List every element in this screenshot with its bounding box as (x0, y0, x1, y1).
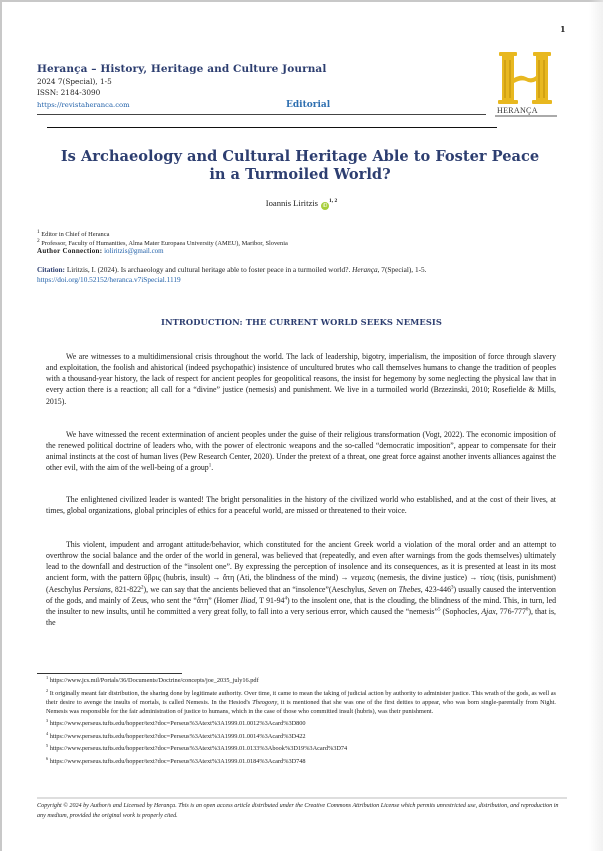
journal-title: Herança – History, Heritage and Culture Journal (37, 63, 327, 75)
citation-journal: Herança, (352, 265, 380, 274)
footnote-2 (46, 689, 556, 716)
footnote-divider (37, 673, 182, 674)
footnote-ref-4[interactable]: 4 (284, 596, 287, 602)
paragraph-4-text-f: , 423-446 (420, 584, 451, 594)
paragraph-4-text-n: ), that is, the (46, 607, 556, 628)
footnote-6 (46, 757, 556, 766)
paragraph-4-text-a: This violent, impudent and arrogant attitude/behavior, which constituted for the ancient Greek world a violation of the moral order and an attempt to overthrow the social balance and the order of the world in general, was believed that (repeatedly, and even after warnings from the gods themselves) ultimately lead to the downfall and destruction of the “insolent one”. By expressing the perception of insolence and its consequences, as it is presented at least in its most ancient form, with the pattern ὕβρις (hubris, insult) → ἄτη (Ati, the blindness of the mind) → νεμεσις (nemesis, the divine justice) → τίσις (tisis, punishment) (Aeschylus (46, 539, 556, 594)
page-edge-top (0, 0, 603, 2)
footnote-ref-6[interactable]: 6 (525, 607, 529, 613)
footnote-4 (46, 732, 556, 741)
footnote-5-number: 5 (46, 742, 49, 748)
author-line (0, 198, 603, 210)
journal-url-link[interactable]: https://revistaheranca.com (37, 101, 130, 109)
work-title-persians: Persians (83, 584, 111, 594)
citation-volume: 7(Special), (381, 265, 414, 274)
footnote-3-number: 3 (46, 717, 49, 723)
paragraph-4-text-c: , 821-822 (110, 584, 142, 594)
affiliation-1-number: 1 (37, 229, 40, 235)
work-title-seven-on-thebes: Seven on Thebes (368, 584, 421, 594)
author-name: Ioannis Liritzis (265, 198, 319, 208)
citation-block (37, 265, 567, 285)
body-paragraph-1: We are witnesses to a multidimensional crisis throughout the world. The lack of leadership, bigotry, imperialism, the imposition of force through slavery and exploitation, the foolish and ahistorical (indeed psychopathic) insistence of uncultured brutes who call themselves humans to change the tradition of peoples with a thousand-year history, the lack of respect for ancient peoples for geopolitical reasons, the insist for hegemony by some neglecting the physical law that in every action there is a reaction; all call for a “divine” justice (nemesis) and punishment. We live in a turmoiled world (Brzezinski, 2010; Rosefielde & Mills, 2015). (46, 351, 556, 406)
work-title-ajax: Ajax (481, 607, 496, 617)
page-number: 1 (560, 24, 566, 34)
footnote-4-link[interactable]: https://www.perseus.tufts.edu/hopper/text?doc=Perseus%3Atext%3A1999.01.0014%3Acard%3D422 (49, 732, 306, 740)
affiliation-2-number: 2 (37, 238, 40, 244)
footnote-3 (46, 719, 556, 728)
footnote-3-link[interactable]: https://www.perseus.tufts.edu/hopper/text?doc=Perseus%3Atext%3A1999.01.0012%3Acard%3D800 (49, 720, 306, 727)
body-paragraph-4 (46, 539, 556, 629)
journal-issn: ISSN: 2184-3090 (37, 88, 101, 97)
author-email-link[interactable]: ioliritzis@gmail.com (104, 247, 164, 255)
footnote-ref-3[interactable]: 3 (451, 585, 454, 591)
body-paragraph-2 (46, 429, 556, 474)
copyright-notice: Copyright © 2024 by Author/s and Licensed by Herança. This is an open access article distributed under the Creative Commons Attribution License which permits unrestricted use, distribution, and reproduction in any medium, provided the original work is properly cited. (37, 803, 559, 819)
footnote-6-link[interactable]: https://www.perseus.tufts.edu/hopper/text?doc=Perseus%3Atext%3A1999.01.0184%3Acard%3D748 (49, 757, 306, 765)
footnote-2-number: 2 (46, 687, 49, 693)
author-affiliation-refs: 1, 2 (329, 198, 338, 205)
footnote-2-text-b: , it is mentioned that she was one of the first deities to appear, who was born single-parentally from Night. Nemesis was responsible for the fair administration of justice to humans, which in the case of those who committed insult (hubris), was their punishment. (46, 698, 556, 715)
footnote-2-text-a: It originally meant fair distribution, the sharing done by legitimate authority. Over time, it came to mean the taking of judicial action by authority to administer justice. This wrath of the gods, as well as their desire to avenge the insults of mortals, is called Nemesis. In the Hesiod's (46, 689, 556, 706)
section-heading: INTRODUCTION: THE CURRENT WORLD SEEKS NEMESIS (160, 317, 442, 327)
paragraph-2-text: We have witnessed the recent extermination of ancient peoples under the guise of their religious transformation (Vogt, 2022). The economic imposition of the renewed political doctrine of leaders who, with the power of electronic weapons and the so-called “democratic imposition”, appear to compensate for their animal instincts at the cost of human lives (Pew Research Center, 2020). Under the pretext of a threat, one great force against another invents alliances against the other evil, with the aim of the well-being of a group (46, 429, 556, 473)
affiliation-2-text: Professor, Faculty of Humanities, Alma Mater Europaea University (AMEU), Maribor, Slovenia (41, 240, 288, 248)
citation-text: Liritzis, I. (2024). Is archaeology and cultural heritage able to foster peace in a turmoiled world?. (66, 265, 351, 274)
footnote-ref-5[interactable]: 5 (437, 607, 441, 613)
footnote-2-theogony: Theogony (252, 698, 278, 706)
affiliation-1-text: Editor in Chief of Heranca (41, 231, 110, 239)
citation-label: Citation: (37, 265, 65, 274)
paragraph-4-text-m: , 776-777 (495, 607, 526, 617)
footnote-4-number: 4 (46, 730, 49, 736)
citation-doi-link[interactable]: https://doi.org/10.52152/heranca.v7iSpecial.1119 (37, 275, 181, 284)
connection-label: Author Connection: (37, 247, 103, 255)
header-divider (37, 114, 486, 115)
affiliation-1 (37, 229, 109, 238)
body-paragraph-3: The enlightened civilized leader is wanted! The bright personalities in the history of the civilized world who established, and at the cost of their lives, at times, global organizations, global principles of ethics for a peaceful world, are missed or threatened to their voice. (46, 494, 556, 516)
footnote-1-number: 1 (46, 674, 49, 680)
author-connection (37, 247, 164, 255)
paragraph-4-text-j: ) to the insolent one, that is the clouding, the blindness of the mind. This, in turn, led the insulter to new insults, until he committed a very great folly, to fall into a very serious error, which caused the “nemesis” (46, 595, 556, 617)
paragraph-4-text-k: (Sophocles, (440, 607, 482, 617)
footnote-6-number: 6 (46, 755, 49, 761)
footnote-1-link[interactable]: https://www.jcs.mil/Portals/36/Documents/Doctrine/concepts/joe_2035_july16.pdf (49, 677, 259, 684)
footnote-5-link[interactable]: https://www.perseus.tufts.edu/hopper/text?doc=Perseus%3Atext%3A1999.01.0133%3Abook%3D19%3Acard%3D74 (49, 745, 348, 752)
footnote-ref-2[interactable]: 2 (141, 585, 144, 591)
header-divider-secondary (47, 127, 497, 128)
footnote-ref-1[interactable]: 1 (208, 463, 212, 469)
paragraph-2-end: . (211, 463, 214, 473)
article-type: Editorial (286, 100, 331, 110)
article-title: Is Archaeology and Cultural Heritage Able to Foster Peace in a Turmoiled World? (60, 148, 540, 183)
journal-year-volume: 2024 7(Special), 1-5 (37, 77, 112, 86)
affiliation-2 (37, 238, 288, 247)
paragraph-4-text-g: ) usually caused the intervention of the gods, and mainly of Zeus, who sent the “ἄτη” (Homer (46, 584, 556, 605)
logo-label: HERANÇA (497, 106, 538, 115)
copyright-divider (37, 797, 567, 799)
citation-pages: 1-5. (414, 265, 427, 274)
footnote-1 (46, 676, 556, 685)
page-edge-left (0, 0, 2, 851)
paragraph-4-text-i: , T 91-94 (255, 595, 285, 605)
orcid-icon[interactable]: iD (322, 203, 328, 209)
footnotes (46, 676, 556, 769)
paragraph-4-text-d: ), we can say that the ancients believed that an “insolence”(Aeschylus, (143, 584, 369, 594)
page-shadow (589, 0, 603, 851)
work-title-iliad: Iliad (240, 595, 256, 605)
footnote-5 (46, 744, 556, 753)
